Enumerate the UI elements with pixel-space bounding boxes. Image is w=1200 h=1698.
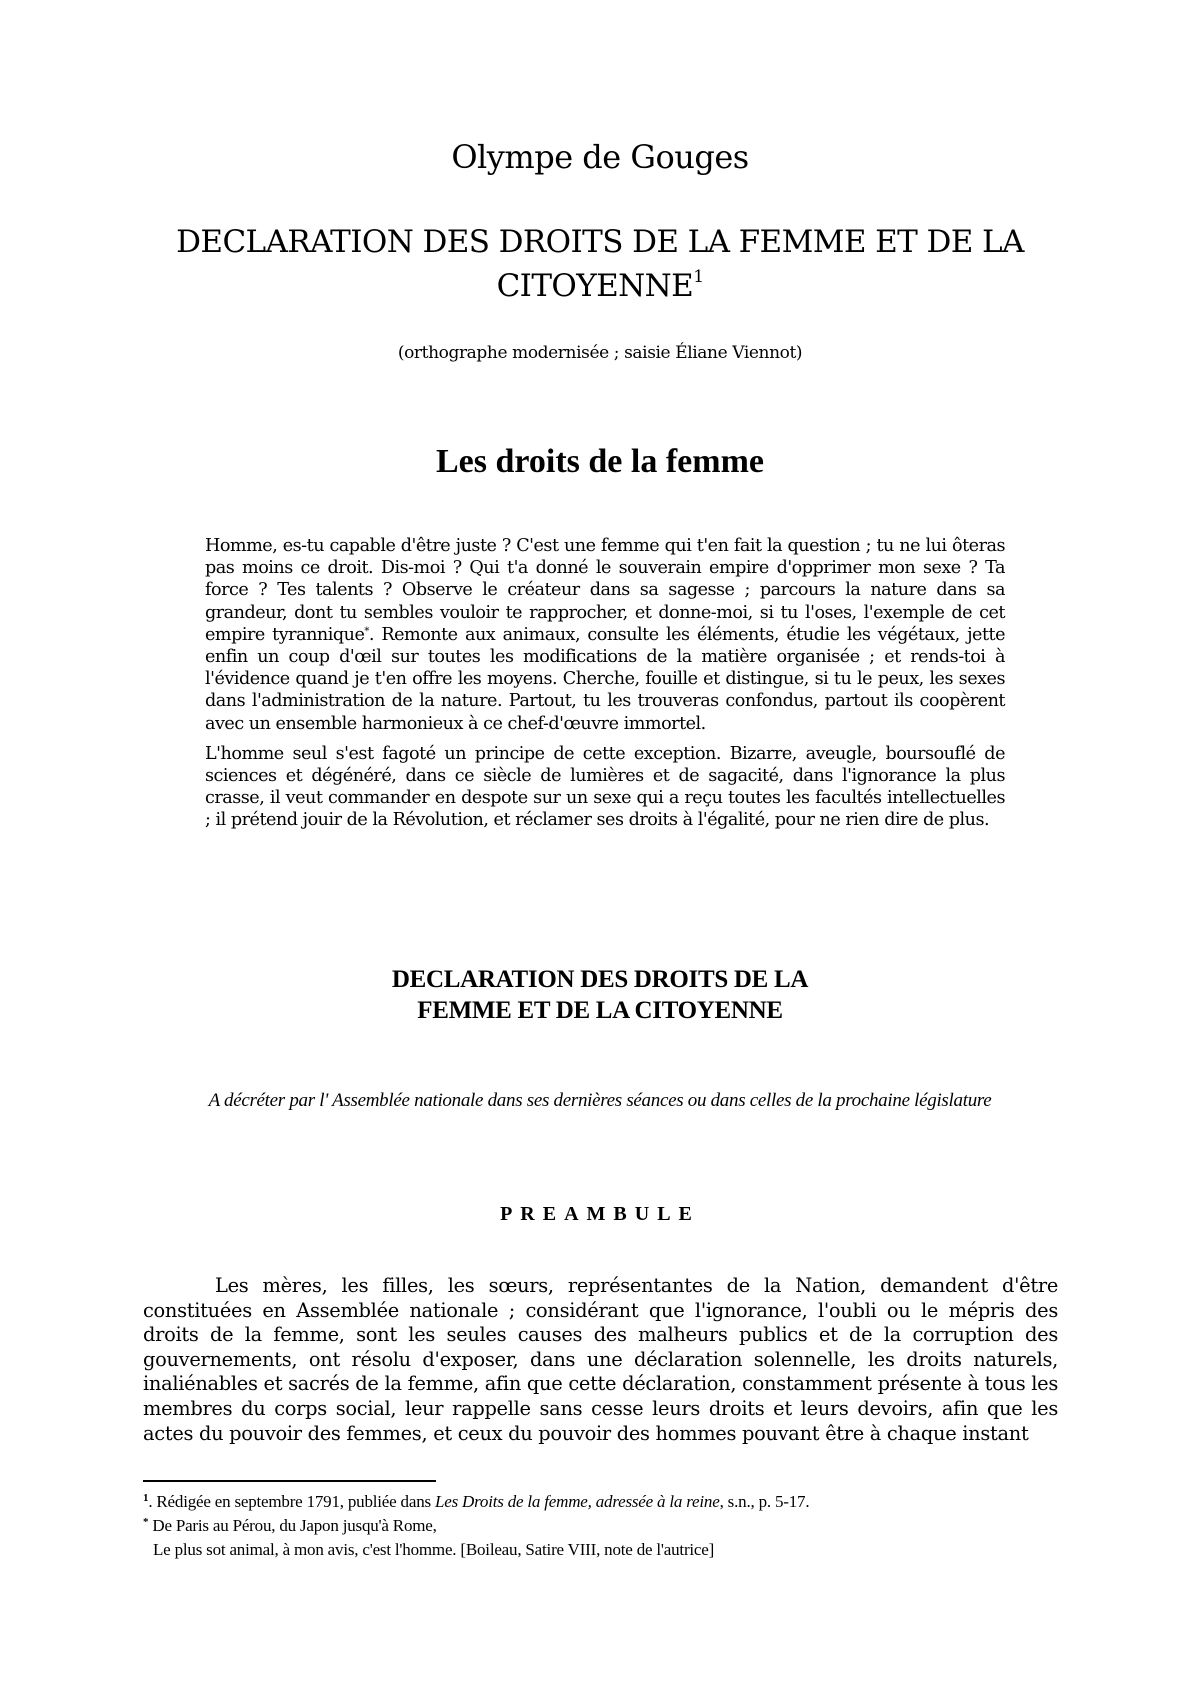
footnote-2 [143, 1514, 1058, 1538]
intro-paragraph-1 [205, 535, 1005, 735]
document-title-text: DECLARATION DES DROITS DE LA FEMME ET DE LA CITOYENNE [176, 224, 1024, 304]
decree-note: A décréter par l' Assemblée nationale dans ses dernières séances ou dans celles de la prochaine législature [208, 1090, 992, 1111]
intro-paragraph-1-part-2: . Remonte aux animaux, consulte les éléments, étudie les végétaux, jette enfin un coup d'œil sur toutes les modifications de la matière organisée ; et rends-toi à l'évidence quand je t'en offre les moyens. Cherche, fouille et distingue, si tu le peux, les sexes dans l'administration de la nature. Partout, tu les trouveras confondus, partout ils coopèrent avec un ensemble harmonieux à ce chef-d'œuvre immortel. [205, 624, 1006, 734]
footnote-1-work-title: Les Droits de la femme, adressée à la reine [434, 1492, 720, 1511]
footnote-1-text-a: . Rédigée en septembre 1791, publiée dans [148, 1492, 435, 1511]
footnote-2-line-1: De Paris au Pérou, du Japon jusqu'à Rome, [148, 1516, 437, 1535]
footnote-1-marker: 1 [143, 1492, 149, 1504]
footnote-separator [143, 1480, 436, 1482]
footnote-2-marker: * [143, 1516, 149, 1528]
preambule-paragraph: Les mères, les filles, les sœurs, représentantes de la Nation, demandent d'être constituées en Assemblée nationale ; considérant que l'ignorance, l'oubli ou le mépris des droits de la femme, sont les seules causes des malheurs publics et de la corruption des gouvernements, ont résolu d'exposer, dans une déclaration solennelle, les droits naturels, inaliénables et sacrés de la femme, afin que cette déclaration, constamment présente à tous les membres du corps social, leur rappelle sans cesse leurs droits et leurs devoirs, afin que les actes du pouvoir des femmes, et ceux du pouvoir des hommes pouvant être à chaque instant [143, 1274, 1058, 1445]
intro-paragraph-1-part-1: Homme, es-tu capable d'être juste ? C'est une femme qui t'en fait la question ; tu ne lui ôteras pas moins ce droit. Dis-moi ? Qui t'a donné le souverain empire d'opprimer mon sexe ? Ta force ? Tes talents ? Observe le créateur dans sa sagesse ; parcours la nature dans sa grandeur, dont tu sembles vouloir te rapprocher, et donne-moi, si tu l'oses, l'exemple de cet empire tyrannique [205, 536, 1005, 645]
footnote-2-continuation: Le plus sot animal, à mon avis, c'est l'homme. [Boileau, Satire VIII, note de l'autrice] [153, 1540, 715, 1559]
title-footnote-marker[interactable]: 1 [693, 267, 704, 287]
document-title [150, 220, 1050, 308]
declaration-title-line-2: FEMME ET DE LA CITOYENNE [417, 997, 783, 1024]
author-name: Olympe de Gouges [451, 138, 749, 176]
footnote-1-text-b: , s.n., p. 5-17. [719, 1492, 810, 1511]
preambule-text [143, 1274, 1058, 1446]
footnotes [143, 1490, 1058, 1562]
section-title: Les droits de la femme [436, 443, 764, 480]
footnote-1 [143, 1490, 1058, 1514]
declaration-title-line-1: DECLARATION DES DROITS DE LA [391, 966, 809, 993]
footnote-star-marker[interactable]: * [364, 625, 369, 637]
transcription-note: (orthographe modernisée ; saisie Éliane Viennot) [397, 343, 803, 363]
declaration-title [0, 964, 1200, 1026]
preambule-heading: PREAMBULE [500, 1203, 700, 1225]
intro-paragraph-2: L'homme seul s'est fagoté un principe de cette exception. Bizarre, aveugle, boursouflé de sciences et dégénéré, dans ce siècle de lumières et de sagacité, dans l'ignorance la plus crasse, il veut commander en despote sur un sexe qui a reçu toutes les facultés intellectuelles ; il prétend jouir de la Révolution, et réclamer ses droits à l'égalité, pour ne rien dire de plus. [205, 743, 1005, 831]
intro-text [205, 535, 1005, 832]
